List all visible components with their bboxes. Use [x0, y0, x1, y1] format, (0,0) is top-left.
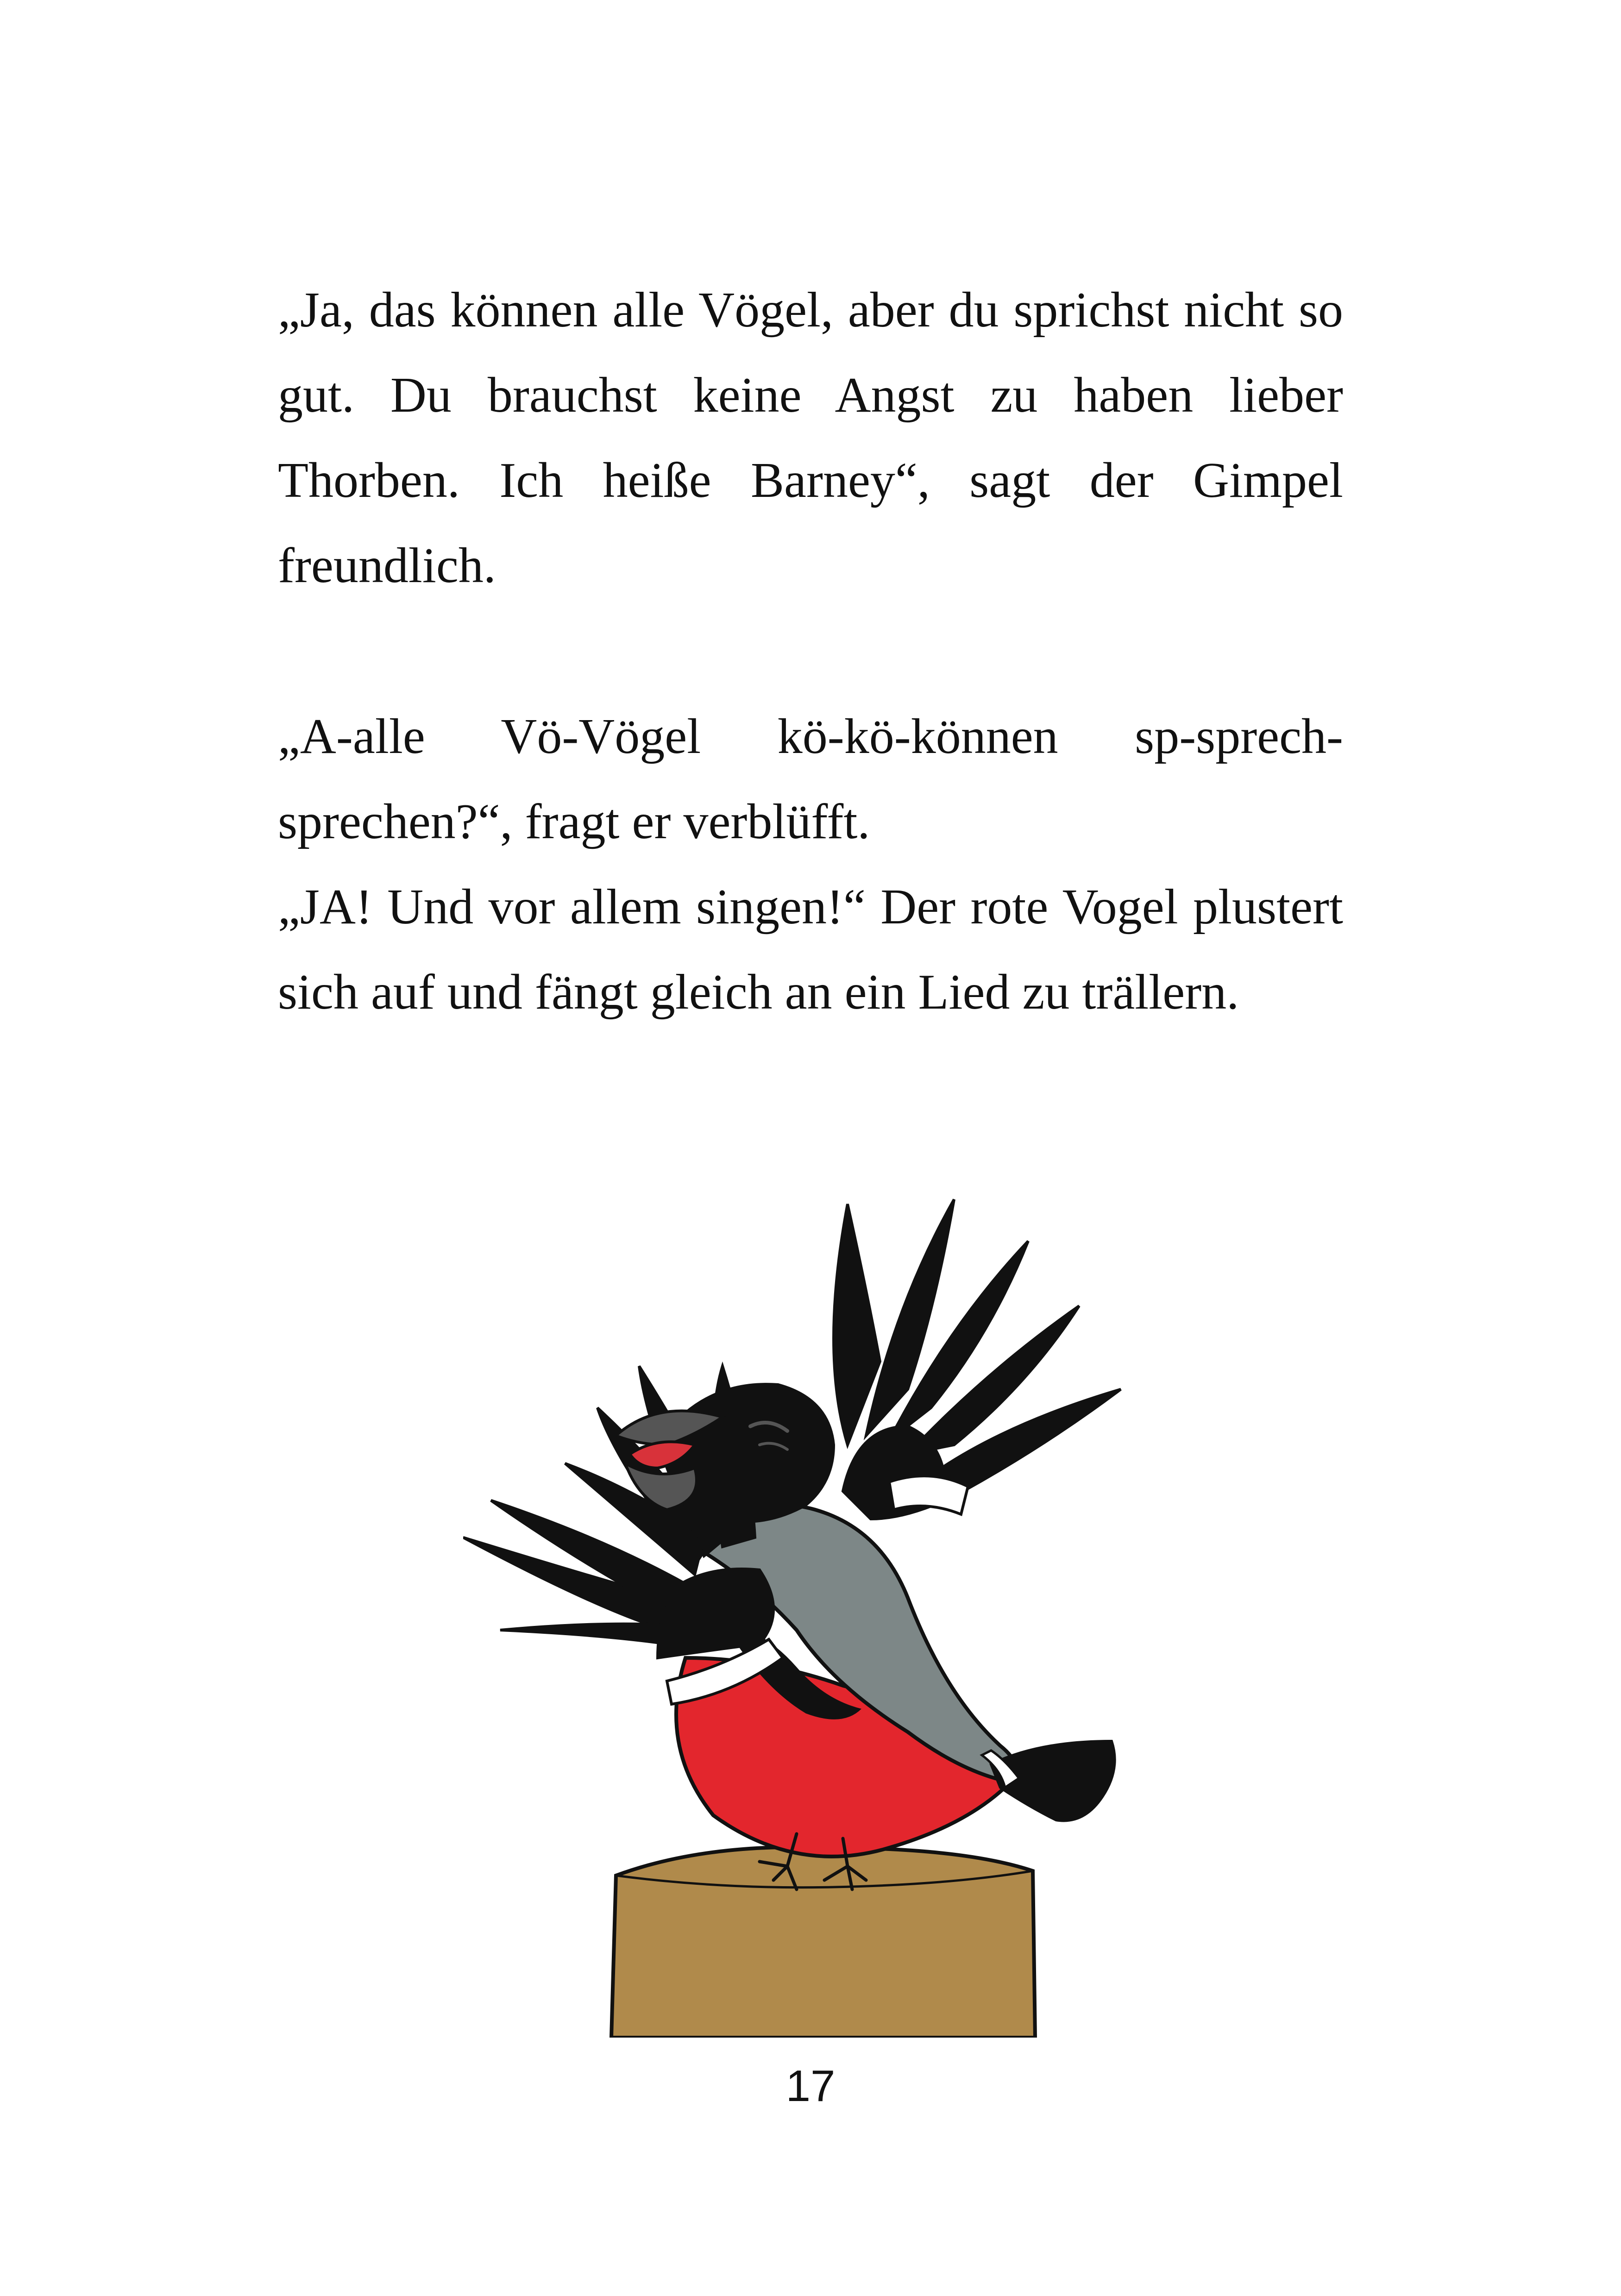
paragraph-text: „JA! Und vor allem singen!“ Der rote Vogel plustert sich auf und fängt gleich an ein Lied zu trällern. [278, 879, 1343, 1020]
tree-stump [611, 1847, 1035, 2038]
page-number: 17 [785, 2061, 836, 2111]
paragraph-3 [278, 865, 1343, 1035]
right-wing [834, 1199, 1121, 1519]
paragraph-2 [278, 694, 1343, 865]
bullfinch-illustration [463, 1167, 1186, 2038]
paragraph-text: „Ja, das können alle Vögel, aber du sprichst nicht so gut. Du brauchst keine Angst zu haben lieber Thorben. Ich heiße Barney“, sagt der Gimpel freundlich. [278, 282, 1343, 593]
bird-head [672, 1384, 834, 1522]
paragraph-1 [278, 268, 1343, 609]
paragraph-text: „A-alle Vö-Vögel kö-kö-können sp-sprech-sprechen?“, fragt er verblüfft. [278, 709, 1343, 849]
